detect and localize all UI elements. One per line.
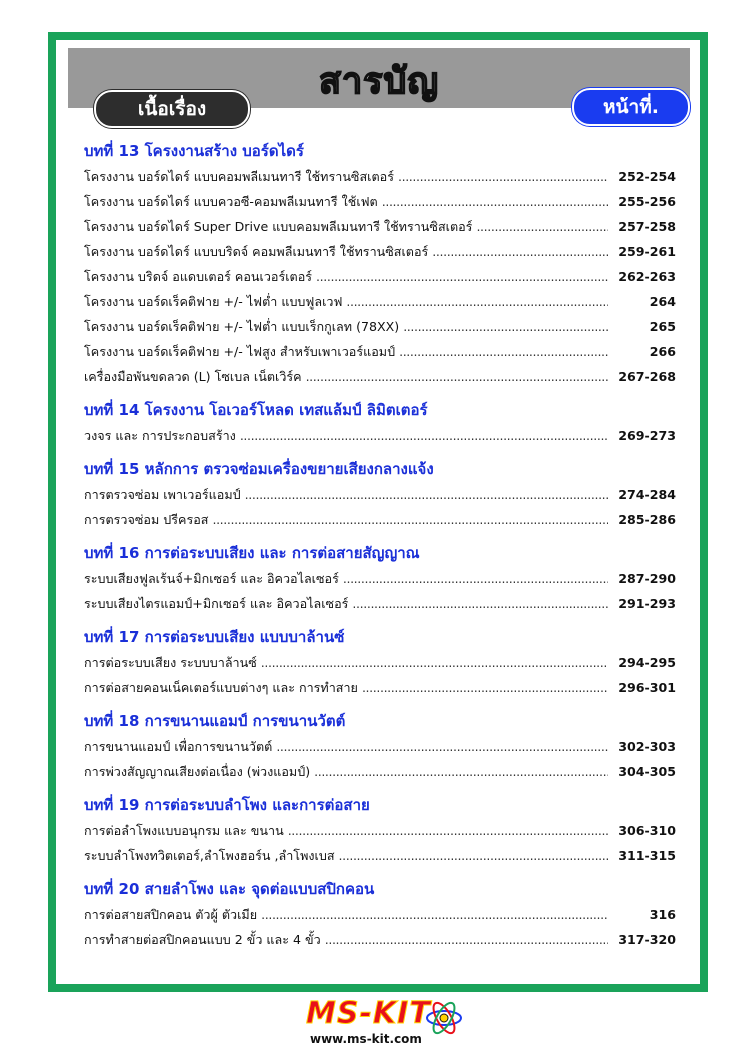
- dot-leader: [343, 566, 608, 591]
- dot-leader: [362, 675, 608, 700]
- dot-leader: [261, 650, 608, 675]
- entry-pages: 252-254: [618, 169, 676, 184]
- entry-pages: 259-261: [618, 244, 676, 259]
- toc-entry[interactable]: [84, 818, 676, 843]
- dot-leader: [245, 482, 608, 507]
- toc-entry[interactable]: [84, 927, 676, 952]
- entry-title: การทำสายต่อสปิกคอนแบบ 2 ขั้ว และ 4 ขั้ว: [84, 932, 321, 947]
- entry-pages: 264: [649, 294, 676, 309]
- page-title: สารบัญ: [318, 61, 440, 102]
- entry-title: การต่อสายคอนเน็คเตอร์แบบต่างๆ และ การทำสาย: [84, 680, 358, 695]
- dot-leader: [306, 364, 608, 389]
- toc-entry[interactable]: [84, 591, 676, 616]
- entry-title: ระบบเสียงฟูลเร้นจ์+มิกเซอร์ และ อิควอไลเซอร์: [84, 571, 339, 586]
- dot-leader: [432, 239, 608, 264]
- entry-title: การขนานแอมป์ เพื่อการขนานวัตต์: [84, 739, 273, 754]
- dot-leader: [403, 314, 608, 339]
- toc-entry[interactable]: [84, 164, 676, 189]
- entry-pages: 311-315: [618, 848, 676, 863]
- chapter-title: บทที่ 18 การขนานแอมป์ การขนานวัตต์: [84, 712, 346, 730]
- dot-leader: [399, 339, 608, 364]
- toc-entry[interactable]: [84, 289, 676, 314]
- chapter-title: บทที่ 20 สายลำโพง และ จุดต่อแบบสปิกคอน: [84, 880, 375, 898]
- entry-pages: 291-293: [618, 596, 676, 611]
- logo-text: MS-KIT: [306, 996, 431, 1031]
- toc-entry[interactable]: [84, 339, 676, 364]
- chapter-section: [84, 708, 676, 784]
- toc-entry[interactable]: [84, 364, 676, 389]
- dot-leader: [339, 843, 608, 868]
- toc-entry[interactable]: [84, 482, 676, 507]
- entry-pages: 274-284: [618, 487, 676, 502]
- entry-title: โครงงาน บอร์ดไดร์ แบบบริดจ์ คอมพลีเมนทารี ใช้ทรานซิสเตอร์: [84, 244, 429, 259]
- entry-pages: 304-305: [618, 764, 676, 779]
- toc-entry[interactable]: [84, 675, 676, 700]
- entry-title: วงจร และ การประกอบสร้าง: [84, 428, 236, 443]
- toc-entry[interactable]: [84, 843, 676, 868]
- dot-leader: [325, 927, 608, 952]
- toc-entry[interactable]: [84, 759, 676, 784]
- toc-entry[interactable]: [84, 734, 676, 759]
- entry-title: การต่อระบบเสียง ระบบบาล้านซ์: [84, 655, 257, 670]
- dot-leader: [476, 214, 608, 239]
- chapter-section: [84, 540, 676, 616]
- chapter-title: บทที่ 15 หลักการ ตรวจซ่อมเครื่องขยายเสียงกลางแจ้ง: [84, 460, 434, 478]
- entry-pages: 285-286: [618, 512, 676, 527]
- website-url: www.ms-kit.com: [310, 1032, 422, 1046]
- entry-pages: 257-258: [618, 219, 676, 234]
- chapter-section: [84, 624, 676, 700]
- dot-leader: [261, 902, 608, 927]
- dot-leader: [382, 189, 608, 214]
- entry-pages: 296-301: [618, 680, 676, 695]
- entry-pages: 269-273: [618, 428, 676, 443]
- entry-title: ระบบเสียงไตรแอมป์+มิกเซอร์ และ อิควอไลเซอร์: [84, 596, 349, 611]
- entry-title: โครงงาน บริดจ์ อแดบเตอร์ คอนเวอร์เตอร์: [84, 269, 313, 284]
- toc-entry[interactable]: [84, 264, 676, 289]
- chapter-section: [84, 876, 676, 952]
- chapter-section: [84, 792, 676, 868]
- table-of-contents: [84, 138, 676, 960]
- ms-kit-logo: [300, 996, 470, 1050]
- dot-leader: [352, 591, 608, 616]
- entry-pages: 317-320: [618, 932, 676, 947]
- chapter-title: บทที่ 14 โครงงาน โอเวอร์โหลด เทสแล้มป์ ลิมิตเตอร์: [84, 401, 428, 419]
- dot-leader: [240, 423, 608, 448]
- entry-pages: 316: [649, 907, 676, 922]
- dot-leader: [276, 734, 608, 759]
- entry-pages: 294-295: [618, 655, 676, 670]
- entry-pages: 266: [649, 344, 676, 359]
- toc-entry[interactable]: [84, 507, 676, 532]
- chapter-section: [84, 456, 676, 532]
- entry-title: โครงงาน บอร์ดไดร์ Super Drive แบบคอมพลีเมนทารี ใช้ทรานซิสเตอร์: [84, 219, 473, 234]
- content-label-pill: เนื้อเรื่อง: [94, 90, 250, 128]
- atom-icon: [424, 998, 464, 1038]
- entry-title: โครงงาน บอร์ดเร็คติฟาย +/- ไฟต่ำ แบบฟูลเวฟ: [84, 294, 343, 309]
- toc-entry[interactable]: [84, 423, 676, 448]
- entry-title: การต่อลำโพงแบบอนุกรม และ ขนาน: [84, 823, 284, 838]
- entry-pages: 267-268: [618, 369, 676, 384]
- chapter-title: บทที่ 13 โครงงานสร้าง บอร์ดไดร์: [84, 142, 304, 160]
- entry-pages: 302-303: [618, 739, 676, 754]
- entry-title: โครงงาน บอร์ดเร็คติฟาย +/- ไฟต่ำ แบบเร็กกูเลท (78XX): [84, 319, 400, 334]
- entry-pages: 255-256: [618, 194, 676, 209]
- entry-title: การต่อสายสปิกคอน ตัวผู้ ตัวเมีย: [84, 907, 258, 922]
- entry-title: การตรวจซ่อม ปรีครอส: [84, 512, 209, 527]
- toc-entry[interactable]: [84, 650, 676, 675]
- toc-entry[interactable]: [84, 239, 676, 264]
- dot-leader: [346, 289, 608, 314]
- toc-entry[interactable]: [84, 902, 676, 927]
- entry-title: โครงงาน บอร์ดไดร์ แบบคอมพลีเมนทารี ใช้ทรานซิสเตอร์: [84, 169, 394, 184]
- chapter-title: บทที่ 17 การต่อระบบเสียง แบบบาล้านซ์: [84, 628, 345, 646]
- entry-pages: 306-310: [618, 823, 676, 838]
- entry-title: เครื่องมือพันขดลวด (L) โซเบล เน็ตเวิร์ค: [84, 369, 302, 384]
- toc-entry[interactable]: [84, 189, 676, 214]
- entry-title: โครงงาน บอร์ดเร็คติฟาย +/- ไฟสูง สำหรับเพาเวอร์แอมป์: [84, 344, 396, 359]
- chapter-title: บทที่ 19 การต่อระบบลำโพง และการต่อสาย: [84, 796, 370, 814]
- dot-leader: [288, 818, 608, 843]
- dot-leader: [212, 507, 608, 532]
- dot-leader: [398, 164, 608, 189]
- dot-leader: [316, 264, 608, 289]
- toc-entry[interactable]: [84, 566, 676, 591]
- page-number-label-pill: หน้าที่.: [572, 88, 690, 126]
- chapter-title: บทที่ 16 การต่อระบบเสียง และ การต่อสายสัญญาณ: [84, 544, 420, 562]
- entry-title: การตรวจซ่อม เพาเวอร์แอมป์: [84, 487, 241, 502]
- entry-title: โครงงาน บอร์ดไดร์ แบบควอซี-คอมพลีเมนทารี ใช้เฟต: [84, 194, 378, 209]
- entry-pages: 287-290: [618, 571, 676, 586]
- entry-pages: 265: [649, 319, 676, 334]
- entry-title: การพ่วงสัญญาณเสียงต่อเนื่อง (พ่วงแอมป์): [84, 764, 311, 779]
- entry-pages: 262-263: [618, 269, 676, 284]
- chapter-section: [84, 138, 676, 389]
- entry-title: ระบบลำโพงทวิตเตอร์,ลำโพงฮอร์น ,ลำโพงเบส: [84, 848, 335, 863]
- toc-entry[interactable]: [84, 314, 676, 339]
- chapter-section: [84, 397, 676, 448]
- dot-leader: [314, 759, 608, 784]
- toc-entry[interactable]: [84, 214, 676, 239]
